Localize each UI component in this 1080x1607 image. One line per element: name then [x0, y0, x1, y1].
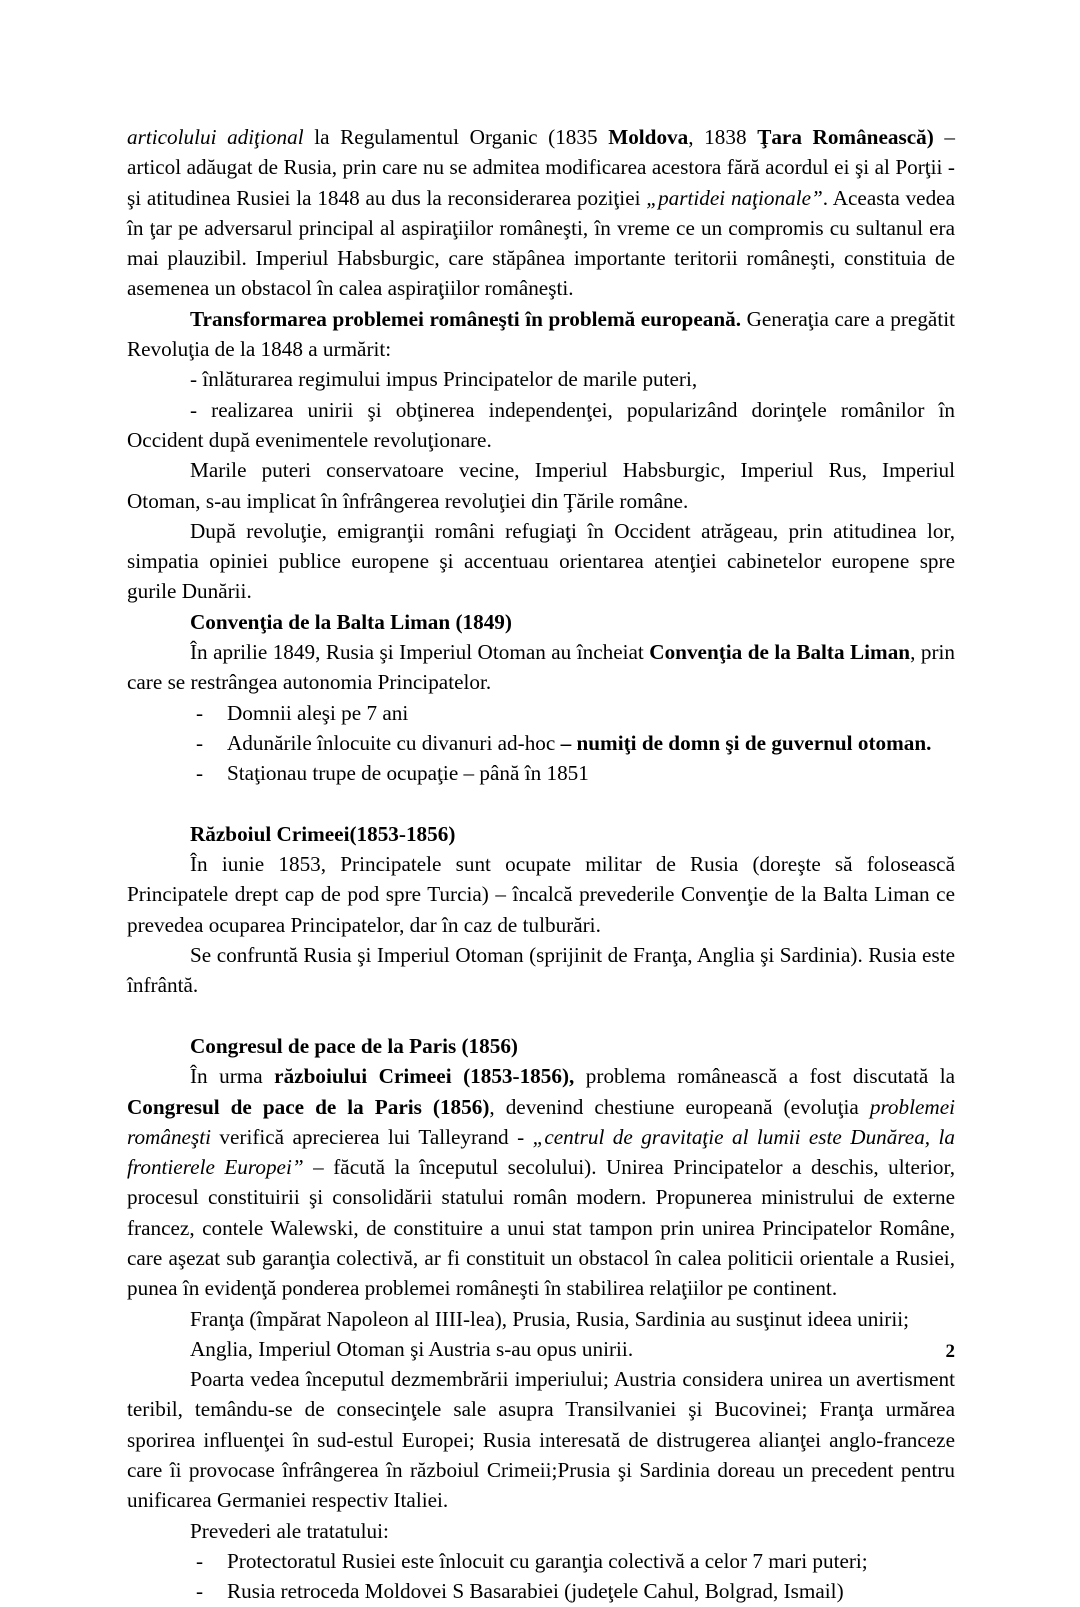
- text-run: Protectoratul Rusiei este înlocuit cu garanţia colectivă a celor 7 mari puteri;: [227, 1548, 868, 1573]
- section-heading: Congresul de pace de la Paris (1856): [190, 1033, 518, 1058]
- paragraph: [127, 637, 955, 698]
- text-run: la Regulamentul Organic (1835: [303, 125, 609, 149]
- text-run: Adunările înlocuite cu divanuri ad-hoc: [227, 730, 561, 755]
- paragraph: [127, 455, 955, 516]
- text-run: În urma: [190, 1064, 275, 1089]
- text-run: , 1838: [688, 125, 758, 149]
- list-item-text: [227, 761, 589, 785]
- text-run-italic: problemei româneşti: [127, 1094, 955, 1149]
- paragraph-spacer: [127, 789, 955, 819]
- text-run: Domnii aleşi pe 7 ani: [227, 700, 409, 725]
- dash-bullet-marker: -: [196, 761, 204, 786]
- text-run: Se confruntă Rusia şi Imperiul Otoman (sprijinit de Franţa, Anglia şi Sardinia). Rusia este înfrântă.: [127, 943, 955, 998]
- list-item: [127, 698, 955, 728]
- dash-bullet-marker: -: [196, 1548, 204, 1573]
- list-item: [127, 1546, 955, 1576]
- list-item-text: [227, 731, 931, 755]
- list-item-text: [227, 1549, 868, 1573]
- text-run-bold: – numiţi de domn şi de guvernul otoman.: [560, 730, 932, 755]
- text-run-bold: Congresul de pace de la Paris (1856): [127, 1094, 490, 1119]
- paragraph: [127, 304, 955, 365]
- text-run-italic: articolului adiţional: [127, 125, 304, 149]
- paragraph: [127, 395, 955, 456]
- paragraph: [127, 1304, 955, 1334]
- text-run: - realizarea unirii şi obţinerea independenţei, popularizând dorinţele românilor în Occident după evenimentele revoluţionare.: [127, 397, 955, 452]
- text-run-bold: Transformarea problemei româneşti în problemă europeană.: [190, 306, 742, 331]
- document-body: [127, 122, 955, 1607]
- text-run: Prevederi ale tratatului:: [190, 1518, 389, 1543]
- text-run-italic: „centrul de gravitaţie al lumii este Dunărea, la frontierele Europei”: [127, 1124, 956, 1180]
- dash-bullet-marker: -: [196, 730, 204, 755]
- text-run: - înlăturarea regimului impus Principatelor de marile puteri,: [190, 367, 698, 392]
- text-run: verifică aprecierea lui Talleyrand -: [210, 1124, 533, 1149]
- paragraph: [127, 516, 955, 607]
- text-run: Marile puteri conservatoare vecine, Imperiul Habsburgic, Imperiul Rus, Imperiul Otoman, s-au implicat în înfrângerea revoluţiei din Ţările române.: [127, 458, 955, 513]
- text-run: Staţionau trupe de ocupaţie – până în 1851: [227, 761, 589, 786]
- paragraph: [127, 1364, 955, 1515]
- paragraph: [127, 1516, 955, 1546]
- text-run: problema românească a fost discutată la: [574, 1064, 956, 1089]
- paragraph: [127, 1061, 955, 1303]
- list-item: [127, 728, 955, 758]
- list-item-text: [227, 701, 408, 725]
- dash-list: [127, 698, 955, 789]
- section-heading: Războiul Crimeei(1853-1856): [190, 821, 456, 846]
- page-number: 2: [945, 1341, 955, 1362]
- text-run: În iunie 1853, Principatele sunt ocupate militar de Rusia (doreşte să folosească Principatele drept cap de pod spre Turcia) – încalcă prevederile Convenţie de la Balta Liman ce prevedea ocuparea Principatelor, dar în caz de tulburări.: [127, 852, 955, 937]
- section-heading: Convenţia de la Balta Liman (1849): [190, 609, 512, 634]
- text-run: Generaţia care a pregătit Revoluţia de la 1848 a urmărit:: [127, 306, 955, 362]
- text-run: , prin care se restrângea autonomia Principatelor.: [127, 640, 955, 695]
- paragraph: [127, 940, 955, 1001]
- list-item-text: [227, 1579, 844, 1603]
- list-item: [127, 758, 955, 788]
- text-run: Rusia retroceda Moldovei S Basarabiei (judeţele Cahul, Bolgrad, Ismail): [227, 1579, 844, 1604]
- paragraph: [127, 849, 955, 940]
- list-item: [127, 1576, 955, 1606]
- paragraph: [127, 122, 955, 304]
- paragraph-spacer: [127, 1001, 955, 1031]
- text-run-bold: Moldova: [608, 125, 689, 149]
- text-run: . Aceasta vedea în ţar pe adversarul principal al aspiraţiilor româneşti, în vreme ce un compromis cu sultanul era mai plauzibil. Imperiul Habsburgic, care stăpânea importante teritorii româneşti, constituia de asemenea un obstacol în calea aspiraţiilor româneşti.: [127, 185, 955, 301]
- text-run: – făcută la începutul secolului). Unirea Principatelor a deschis, ulterior, procesul constituirii şi consolidării statului român modern. Propunerea ministrului de externe francez, contele Walewski, de constituire a unui stat tampon prin unirea Principatelor Române, care aşezat sub garanţia colectivă, ar fi constituit un obstacol în calea politicii orientale a Rusiei, punea în evidenţă ponderea problemei româneşti în stabilirea relaţiilor pe continent.: [127, 1155, 955, 1301]
- text-run: În aprilie 1849, Rusia şi Imperiul Otoman au încheiat: [190, 640, 650, 665]
- text-run: Anglia, Imperiul Otoman şi Austria s-au opus unirii.: [190, 1336, 634, 1361]
- text-run-bold: războiului Crimeei (1853-1856),: [274, 1064, 575, 1089]
- dash-bullet-marker: -: [196, 1579, 204, 1604]
- dash-bullet-marker: -: [196, 700, 204, 725]
- text-run-bold: Ţara Românească): [757, 125, 934, 149]
- text-run: Poarta vedea începutul dezmembrării imperiului; Austria considera unirea un avertisment teribil, temându-se de consecinţele sale asupra Transilvaniei şi Bucovinei; Franţa urmărea sporirea influenţei în sud-estul Europei; Rusia interesată de distrugerea alianţei anglo-franceze care îi provocase înfrângerea în războiul Crimeii;Prusia şi Sardinia doreau un precedent pentru unificarea Germaniei respectiv Italiei.: [127, 1367, 955, 1513]
- text-run: – articol adăugat de Rusia, prin care nu se admitea modificarea acestora fără acordul ei şi al Porţii - şi atitudinea Rusiei la 1848 au dus la reconsiderarea poziţiei: [127, 125, 955, 210]
- text-run: Franţa (împărat Napoleon al IIII-lea), Prusia, Rusia, Sardinia au susţinut ideea unirii;: [190, 1306, 909, 1331]
- dash-list: [127, 1546, 955, 1607]
- text-run: După revoluţie, emigranţii români refugiaţi în Occident atrăgeau, prin atitudinea lor, simpatia opiniei publice europene şi accentuau orientarea atenţiei cabinetelor europene spre gurile Dunării.: [127, 518, 955, 604]
- paragraph: [127, 364, 955, 394]
- text-run-bold: Convenţia de la Balta Liman: [649, 640, 911, 665]
- text-run: , devenind chestiune europeană (evoluţia: [489, 1094, 870, 1119]
- text-run-italic: „partidei naţionale”: [646, 185, 823, 210]
